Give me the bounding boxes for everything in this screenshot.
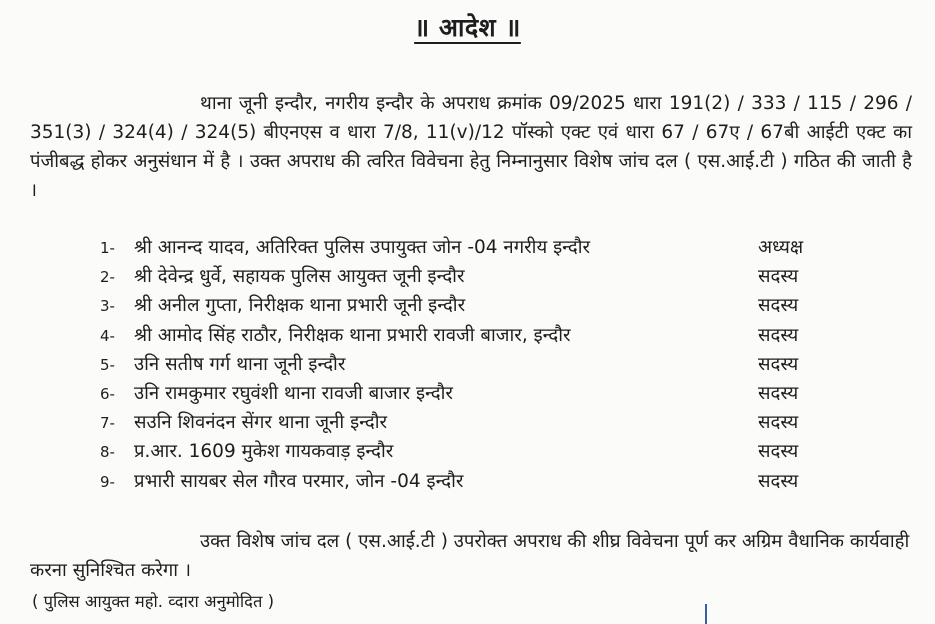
- list-item: [100, 292, 820, 321]
- member-role: सदस्य: [758, 266, 799, 288]
- member-number: 6-: [100, 384, 115, 403]
- member-number: 1-: [100, 239, 115, 257]
- page-title: [0, 10, 935, 44]
- member-name: उनि रामकुमार रघुवंशी थाना रावजी बाजार इन्दौर: [134, 382, 453, 404]
- member-name: सउनि शिवनंदन सेंगर थाना जूनी इन्दौर: [134, 412, 388, 434]
- member-name: उनि सतीष गर्ग थाना जूनी इन्दौर: [134, 353, 346, 375]
- member-name: प्रभारी सायबर सेल गौरव परमार, जोन -04 इन्दौर: [134, 470, 464, 492]
- sit-member-list: [100, 234, 820, 497]
- member-number: 3-: [100, 297, 115, 316]
- member-name: श्री आनन्द यादव, अतिरिक्त पुलिस उपायुक्त जोन -04 नगरीय इन्दौर: [134, 237, 591, 258]
- member-name: श्री आमोद सिंह राठौर, निरीक्षक थाना प्रभारी रावजी बाजार, इन्दौर: [134, 324, 571, 346]
- member-name: श्री देवेन्द्र धुर्वे, सहायक पुलिस आयुक्त जूनी इन्दौर: [134, 266, 465, 288]
- member-role: सदस्य: [758, 441, 799, 463]
- list-item: [100, 468, 820, 497]
- member-role: सदस्य: [758, 295, 799, 317]
- list-item: [100, 234, 820, 263]
- approval-note: ( पुलिस आयुक्त महो. व्दारा अनुमोदित ): [32, 592, 275, 611]
- title-text: ॥ आदेश ॥: [414, 13, 521, 42]
- member-number: 8-: [100, 443, 115, 462]
- member-role: सदस्य: [758, 412, 799, 434]
- intro-paragraph: थाना जूनी इन्दौर, नगरीय इन्दौर के अपराध क्रमांक 09/2025 धारा 191(2) / 333 / 115 / 296 / 351(3) / 324(4) / 324(5) बीएनएस व धारा 7/8, 11(v)/12 पॉस्को एक्ट एवं धारा 67 / 67ए / 67बी आईटी एक्ट का पंजीबद्ध होकर अनुसंधान में है । उक्त अपराध की त्वरित विवेचना हेतु निम्नानुसार विशेष जांच दल ( एस.आई.टी ) गठित की जाती है ।: [30, 93, 912, 201]
- member-number: 4-: [100, 326, 115, 345]
- member-number: 7-: [100, 414, 115, 433]
- list-item: [100, 380, 820, 409]
- list-item: [100, 438, 820, 467]
- list-item: [100, 263, 820, 292]
- member-role: अध्यक्ष: [758, 237, 804, 258]
- list-item: [100, 351, 820, 380]
- closing-paragraph: उक्त विशेष जांच दल ( एस.आई.टी ) उपरोक्त अपराध की शीघ्र विवेचना पूर्ण कर अग्रिम वैधानिक कार्यवाही करना सुनिश्चित करेगा ।: [30, 531, 910, 581]
- list-item: [100, 409, 820, 438]
- list-item: [100, 322, 820, 351]
- member-role: सदस्य: [758, 324, 799, 346]
- pen-mark: [705, 604, 707, 624]
- member-role: सदस्य: [758, 353, 799, 375]
- member-name: प्र.आर. 1609 मुकेश गायकवाड़ इन्दौर: [134, 441, 394, 463]
- member-role: सदस्य: [758, 382, 799, 404]
- member-number: 9-: [100, 472, 115, 491]
- member-role: सदस्य: [758, 470, 799, 492]
- member-number: 2-: [100, 268, 115, 287]
- member-name: श्री अनील गुप्ता, निरीक्षक थाना प्रभारी जूनी इन्दौर: [134, 295, 466, 317]
- member-number: 5-: [100, 355, 115, 374]
